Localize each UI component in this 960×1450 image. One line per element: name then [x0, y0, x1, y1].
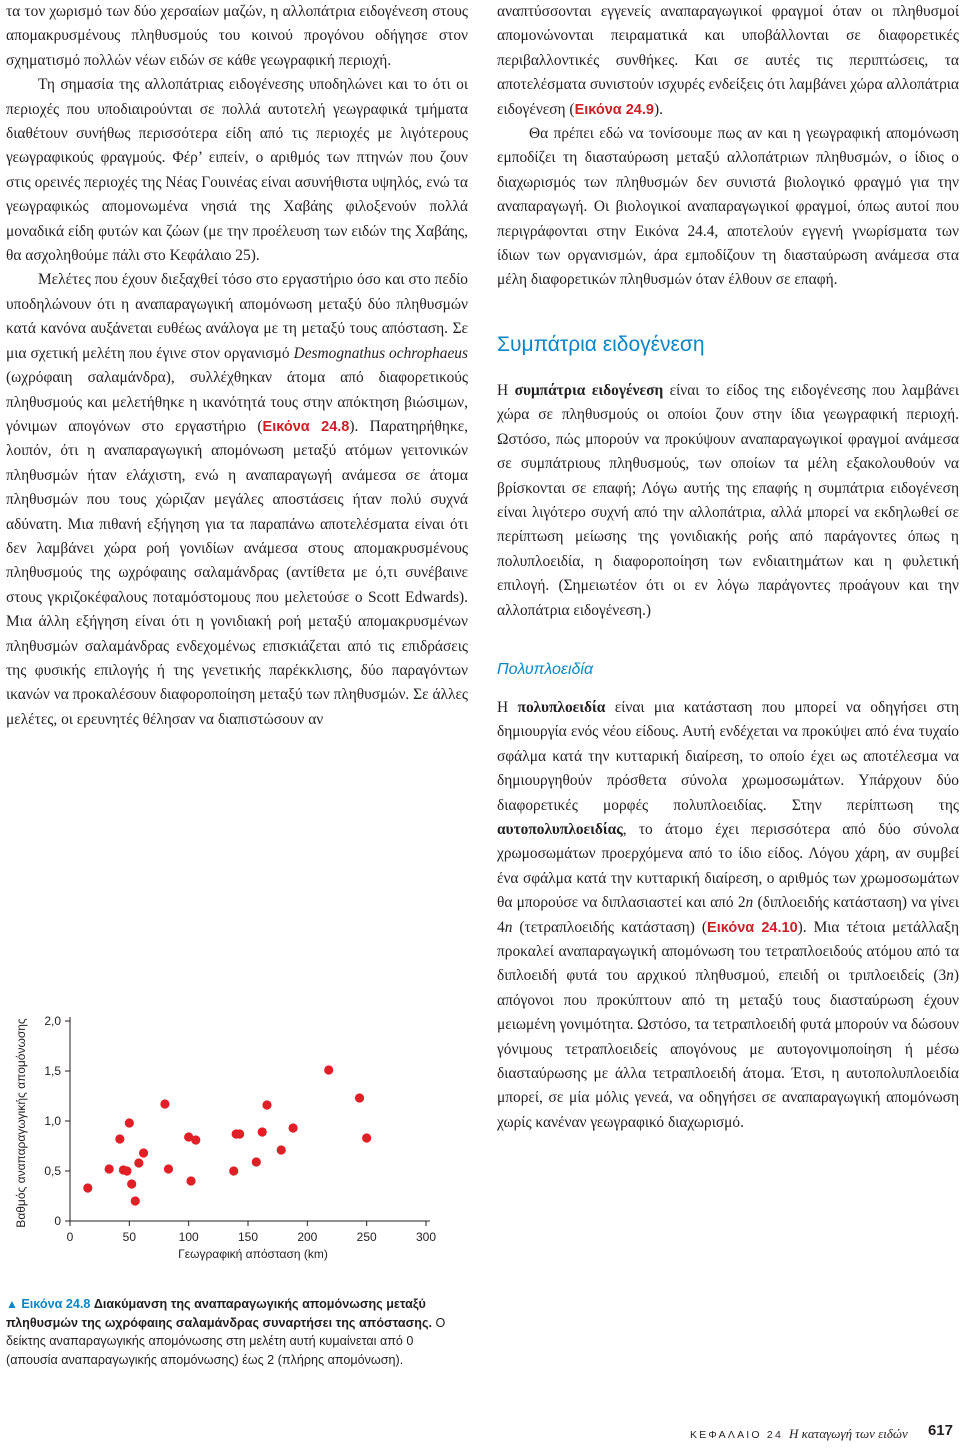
x-tick-label: 200 — [297, 1230, 318, 1244]
scatter-chart — [4, 975, 464, 1275]
y-axis-label: Βαθμός αναπαραγωγικής απομόνωσης — [14, 1018, 28, 1228]
paragraph — [497, 379, 959, 623]
figure-reference[interactable]: Εικόνα 24.9 — [574, 101, 654, 118]
data-point — [131, 1196, 140, 1205]
data-point — [235, 1129, 244, 1138]
data-point — [115, 1134, 124, 1143]
chart-axes — [44, 1014, 436, 1244]
paragraph: τα τον χωρισμό των δύο χερσαίων μαζών, η αλλοπάτρια ειδογένεση στους απομακρυσμένους πληθυσμούς του κοινού προγόνου οδήγησε στον σχηματισμό πολλών νέων ειδών σε κάθε γεωγραφική περιοχή. — [6, 3, 468, 69]
text-run: ). — [653, 100, 663, 118]
text-run: ). Παρατηρήθηκε, λοιπόν, ότι η αναπαραγωγική απομόνωση μεταξύ ατόμων γειτονικών πληθυσμών ήταν ελάχιστη, ενώ η αναπαραγωγή ανάμεσα σε άτομα πληθυσμών που τους χώριζαν μεγάλες αποστάσεις ήταν πολύ συχνά αδύνατη. Μια πιθανή εξήγηση για τα παραπάνω αποτελέσματα είναι ότι δεν λαμβάνει χώρα ροή γονιδίων ανάμεσα στους απομακρυσμένους πληθυσμούς της ωχρόφαιης σαλαμάνδρας (αντίθετα με ό,τι συνέβαινε στους γκριζοκέφαλους ποταμόστομους που μελετούσε ο Scott Edwards). Μια άλλη εξήγηση είναι ότι η γονιδιακή ροή μεταξύ απομακρυσμένων πληθυσμών σαλαμάνδρας ενδεχομένως επισκιάζεται από τις επιδράσεις της φυσικής επιλογής ή της γενετικής παρέκκλισης, δύο παραγόντων ικανών να προκαλέσουν διαφοροποίηση μεταξύ των πληθυσμών. Σε άλλες μελέτες, οι ερευνητές θέλησαν να διαπιστώσουν αν — [6, 417, 469, 728]
text-run: ) απόγονοι που προκύπτουν από τη μεταξύ τους διασταύρωση έχουν μειωμένη γονιμότητα. Ωστόσο, τα τετραπλοειδή φυτά μπορούν να δώσουν γόνιμους τετραπλοειδείς απογόνους με αυτογονιμοποίηση ή μέσω διασταύρωσης με άλλα τετραπλοειδή άτομα. Έτσι, η αυτοπολυπλοειδία μπορεί, σε μία μόλις γενεά, να οδηγήσει σε αναπαραγωγική απομόνωση χωρίς κανέναν γεωγραφικό διαχωρισμό. — [497, 967, 959, 1131]
key-term: αυτοπολυπλοειδίας — [497, 820, 623, 838]
figure-reference[interactable]: Εικόνα 24.8 — [262, 418, 350, 435]
data-point — [105, 1164, 114, 1173]
data-point — [127, 1179, 136, 1188]
chapter-title: Η καταγωγή των ειδών — [788, 1426, 908, 1441]
text-run: (τετραπλοειδής κατάσταση) ( — [512, 918, 708, 936]
data-point — [164, 1164, 173, 1173]
key-term: συμπάτρια ειδογένεση — [514, 381, 664, 399]
data-point — [288, 1123, 297, 1132]
paragraph — [497, 0, 959, 122]
text-run: ). Μια τέτοια μετάλλαξη προκαλεί αναπαραγωγική απομόνωση του τετραπλοειδούς ατόμου από τα διπλοειδή φυτά του αρχικού πληθυσμού, επειδή οι τριπλοειδείς (3 — [497, 918, 960, 985]
data-point — [186, 1176, 195, 1185]
x-axis-label: Γεωγραφική απόσταση (km) — [178, 1247, 328, 1261]
data-point — [125, 1118, 134, 1127]
data-point — [362, 1133, 371, 1142]
y-tick-label: 0,5 — [44, 1164, 61, 1178]
data-point — [277, 1145, 286, 1154]
data-point — [191, 1135, 200, 1144]
right-column — [497, 0, 959, 1135]
text-run: , το άτομο έχει περισσότερα από δύο σύνολα χρωμοσωμάτων προερχόμενα από το ίδιο είδος. Λόγου χάρη, αν συμβεί ένα σφάλμα κατά την κυτταρική διαίρεση, ο αριθμός των χρωμοσωμάτων θα μπορούσε να διπλασιαστεί και από 2 — [497, 820, 959, 912]
data-point — [160, 1099, 169, 1108]
page-number: 617 — [927, 1422, 953, 1439]
data-point — [355, 1093, 364, 1102]
paragraph — [497, 696, 959, 1135]
text-run: είναι το είδος της ειδογένεσης που λαμβάνει χώρα σε πληθυσμούς οι οποίοι ζουν στην ίδια γεωγραφική περιοχή. Ωστόσο, πώς μπορούν να προκύψουν αναπαραγωγικοί φραγμοί ανάμεσα σε συμπάτριους πληθυσμούς, των οποίων τα μέλη εξακολουθούν να βρίσκονται σε επαφή; Λόγω αυτής της επαφής η συμπάτρια ειδογένεση είναι λιγότερο συχνή από την αλλοπάτρια, αλλά μπορεί να εκδηλωθεί σε περίπτωση μείωσης της γονιδιακής ροής από παράγοντες όπως η πολυπλοειδία, η διαφοροποίηση των ενδιαιτημάτων και η φυλετική επιλογή. (Σημειωτέον ότι οι εν λόγω παράγοντες προάγουν και την αλλοπάτρια ειδογένεση.) — [497, 381, 959, 619]
data-point — [324, 1065, 333, 1074]
text-run: Μελέτες που έχουν διεξαχθεί τόσο στο εργαστήριο όσο και στο πεδίο υποδηλώνουν ότι η αναπαραγωγική απομόνωση μεταξύ δύο πληθυσμών κατά κανόνα αυξάνεται ευθέως ανάλογα με τη μεταξύ τους απόσταση. Σε μια σχετική μελέτη που έγινε στον οργανισμό — [6, 271, 468, 362]
species-name: Desmognathus ochrophaeus — [293, 344, 468, 362]
ploidy-symbol: n — [504, 918, 513, 936]
section-heading: Συμπάτρια ειδογένεση — [497, 332, 705, 356]
subsection-heading: Πολυπλοειδία — [497, 660, 594, 678]
data-point — [134, 1158, 143, 1167]
y-tick-label: 1,0 — [44, 1114, 61, 1128]
text-run: Η — [497, 381, 515, 399]
caption-text: Ο δείκτης αναπαραγωγικής απομόνωσης στη μελέτη αυτή κυμαίνεται από 0 (απουσία αναπαραγωγικής απομόνωσης) έως 2 (πλήρης απομόνωση). — [6, 1315, 446, 1367]
text-run: (διπλοειδής κατάσταση) να γίνει 4 — [497, 894, 959, 936]
text-run: αναπτύσσονται εγγενείς αναπαραγωγικοί φραγμοί όταν οι πληθυσμοί απομονώνονται πειραματικά και υποβάλλονται σε διαφορετικές περιβαλλοντικές συνθήκες. Και σε αυτές τις περιπτώσεις, τα αποτελέσματα συνιστούν ισχυρές ενδείξεις ότι λαμβάνει χώρα αλλοπάτρια ειδογένεση ( — [497, 3, 959, 118]
text-run: Η — [497, 698, 518, 716]
caption-label: Εικόνα 24.8 — [21, 1297, 91, 1311]
text-run: (ωχρόφαιη σαλαμάνδρα), συλλέχθηκαν άτομα από διαφορετικούς πληθυσμούς και μελετήθηκε η ικανότητά τους στην απόκτηση βιώσιμων, γόνιμων απογόνων στο εργαστήριο ( — [6, 369, 468, 435]
data-point — [83, 1183, 92, 1192]
y-tick-label: 0 — [54, 1214, 61, 1228]
figure-reference[interactable]: Εικόνα 24.10 — [707, 919, 798, 936]
y-tick-label: 2,0 — [44, 1014, 61, 1028]
paragraph — [6, 268, 468, 732]
x-tick-label: 150 — [237, 1230, 259, 1244]
y-tick-label: 1,5 — [44, 1064, 61, 1078]
data-point — [122, 1166, 131, 1175]
left-column — [6, 0, 468, 732]
x-tick-label: 250 — [356, 1230, 377, 1244]
paragraph: Τη σημασία της αλλοπάτριας ειδογένεσης υποδηλώνει και το ότι οι περιοχές που υποδιαιρούνται σε πολλά αυτοτελή γεωγραφικά τμήματα διαθέτουν συνήθως περισσότερα είδη από τις περιοχές με λιγότερους γεωγραφικούς φραγμούς. Φέρ’ ειπείν, ο αριθμός των πτηνών που ζουν στις ορεινές περιοχές της Νέας Γουινέας είναι ασυνήθιστα υψηλός, ενώ τα γεωγραφικώς απομονωμένα νησιά της Χαβάης φιλοξενούν πολλά μοναδικά είδη φυτών και ζώων (με την προέλευση των ειδών της Χαβάης, θα ασχοληθούμε πάλι στο Κεφάλαιο 25). — [6, 76, 468, 265]
ploidy-symbol: n — [946, 967, 954, 985]
x-tick-label: 0 — [66, 1230, 74, 1244]
x-tick-label: 100 — [178, 1230, 199, 1244]
ploidy-symbol: n — [745, 894, 754, 912]
page-footer — [690, 1422, 955, 1447]
key-term: πολυπλοειδία — [517, 698, 606, 716]
data-point — [139, 1148, 148, 1157]
data-point — [229, 1166, 238, 1175]
x-tick-label: 300 — [415, 1230, 437, 1244]
caption-title: Διακύμανση της αναπαραγωγικής απομόνωσης μεταξύ πληθυσμών της ωχρόφαιης σαλαμάνδρας συναρτήσει της απόστασης. — [6, 1297, 433, 1330]
figure-caption — [6, 1295, 468, 1369]
data-point — [252, 1157, 261, 1166]
data-point — [262, 1100, 271, 1109]
chart-points — [83, 1065, 371, 1205]
chapter-label: ΚΕΦΑΛΑΙΟ 24 — [690, 1429, 783, 1441]
text-run: είναι μια κατάσταση που μπορεί να οδηγήσει στη δημιουργία ενός νέου είδους. Αυτή ενδέχεται να προκύψει από ένα τυχαίο σφάλμα κατά την κυτταρική διαίρεση, το οποίο έχει ως αποτέλεσμα να δημιουργηθούν πρόσθετα σύνολα χρωμοσωμάτων. Υπάρχουν δύο διαφορετικές μορφές πολυπλοειδίας. Στην περίπτωση της — [497, 698, 959, 814]
caption-arrow-icon: ▲ — [6, 1297, 18, 1311]
paragraph: Θα πρέπει εδώ να τονίσουμε πως αν και η γεωγραφική απομόνωση εμποδίζει τη διασταύρωση μεταξύ αλλοπάτριων πληθυσμών, ο ίδιος ο διαχωρισμός των πληθυσμών δεν συνιστά βιολογικό φραγμό για την αναπαραγωγή. Οι βιολογικοί αναπαραγωγικοί φραγμοί, όπως αυτοί που περιγράφονται στην Εικόνα 24.4, αποτελούν εγγενή γνωρίσματα των ίδιων των οργανισμών, άρα εμποδίζουν τη διασταύρωση ανάμεσα στα μέλη διαφορετικών πληθυσμών όταν έλθουν σε επαφή. — [497, 125, 959, 289]
x-tick-label: 50 — [122, 1230, 137, 1244]
data-point — [258, 1127, 267, 1136]
